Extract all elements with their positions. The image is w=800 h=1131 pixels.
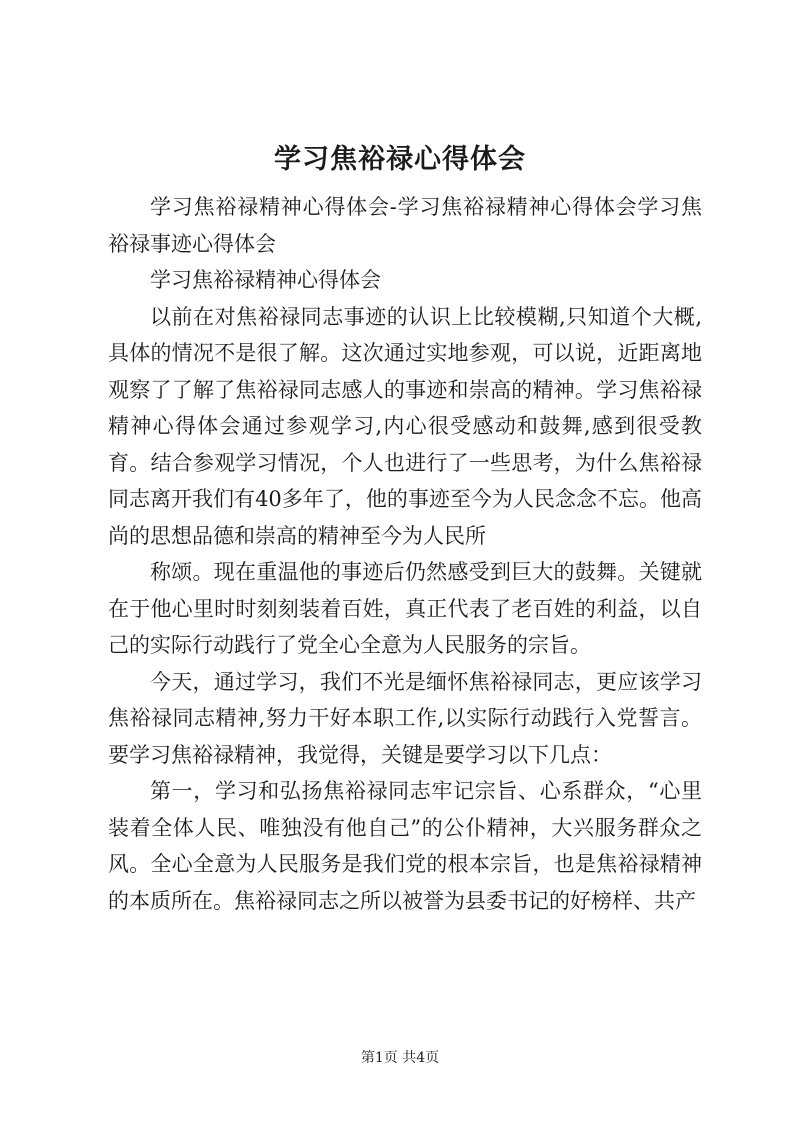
paragraph-praise: 称颂。现在重温他的事迹后仍然感受到巨大的鼓舞。关键就在于他心里时时刻刻装着百姓，真正代表了老百姓的利益，以自己的实际行动践行了党全心全意为人民服务的宗旨。 [108, 560, 702, 657]
document-title: 学习焦裕禄心得体会 [274, 144, 526, 175]
document-body [108, 189, 702, 919]
paragraph-intro: 学习焦裕禄精神心得体会-学习焦裕禄精神心得体会学习焦裕禄事迹心得体会 [108, 195, 702, 256]
paragraph-reflection: 以前在对焦裕禄同志事迹的认识上比较模糊,只知道个大概,具体的情况不是很了解。这次通过实地参观，可以说，近距离地观察了了解了焦裕禄同志感人的事迹和崇高的精神。学习焦裕禄精神心得体会通过参观学习,内心很受感动和鼓舞,感到很受教育。结合参观学习情况，个人也进行了一些思考，为什么焦裕禄同志离开我们有40多年了，他的事迹至今为人民念念不忘。他高尚的思想品德和崇高的精神至今为人民所 [108, 304, 702, 548]
paragraph-first-point: 第一，学习和弘扬焦裕禄同志牢记宗旨、心系群众，“心里装着全体人民、唯独没有他自己”的公仆精神，大兴服务群众之风。全心全意为人民服务是我们党的根本宗旨，也是焦裕禄精神的本质所在。焦裕禄同志之所以被誉为县委书记的好榜样、共产 [108, 779, 702, 913]
paragraph-subtitle: 学习焦裕禄精神心得体会 [150, 268, 381, 292]
paragraph-today: 今天，通过学习，我们不光是缅怀焦裕禄同志，更应该学习焦裕禄同志精神,努力干好本职工作,以实际行动践行入党誓言。要学习焦裕禄精神，我觉得，关键是要学习以下几点： [108, 669, 702, 767]
page-footer: 第1页 共4页 [360, 1050, 440, 1066]
